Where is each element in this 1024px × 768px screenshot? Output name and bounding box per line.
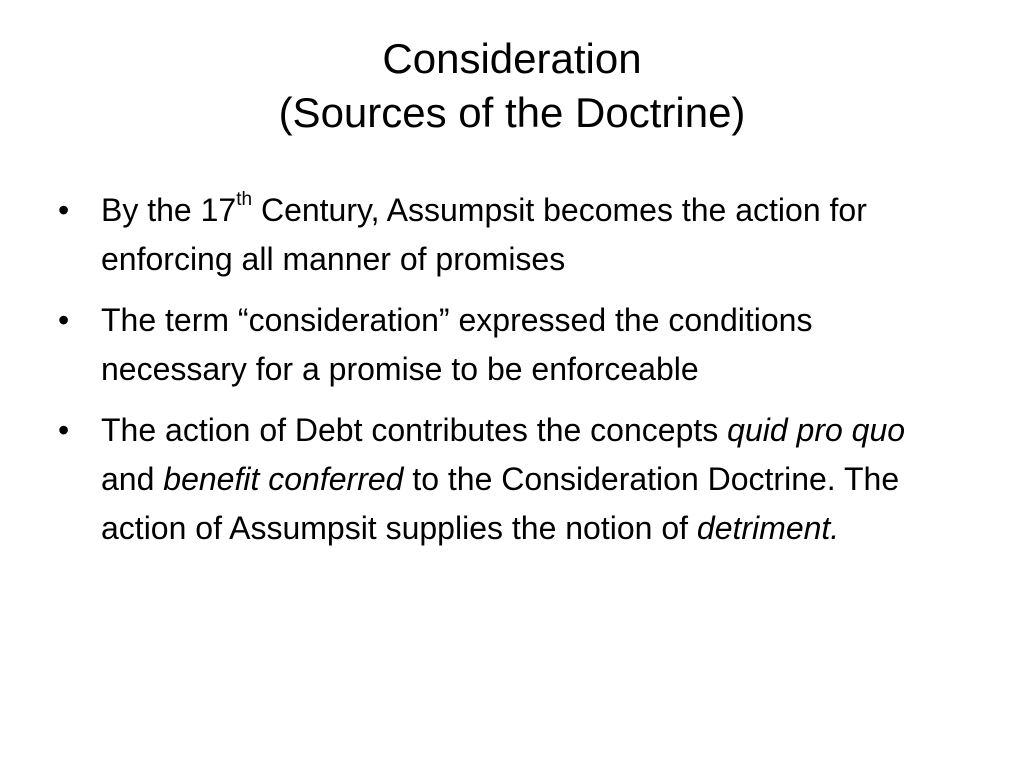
- slide-title: [0, 32, 1024, 140]
- bullet-3-italic-benefit-conferred: benefit conferred: [163, 461, 404, 497]
- bullet-1-text-a: By the 17: [101, 192, 237, 228]
- bullet-2-text: The term “consideration” expressed the conditions necessary for a promise to be enforceable: [101, 302, 813, 387]
- bullet-item-1: [58, 186, 958, 284]
- bullet-item-2: [58, 296, 958, 394]
- bullet-item-3: [58, 406, 958, 553]
- bullet-list: [58, 186, 958, 565]
- bullet-3-italic-quid-pro-quo: quid pro quo: [727, 412, 906, 448]
- title-line-1: Consideration: [382, 35, 642, 82]
- bullet-1-superscript: th: [236, 189, 253, 211]
- bullet-3-text-c: to the Consideration Doctrine. The action of Assumpsit supplies the notion of: [101, 461, 900, 546]
- bullet-3-text-b: and: [101, 461, 164, 497]
- bullet-3-text-a: The action of Debt contributes the concepts: [101, 412, 728, 448]
- bullet-3-italic-detriment: detriment.: [696, 510, 840, 546]
- title-line-2: (Sources of the Doctrine): [278, 89, 746, 136]
- bullet-1-text-b: Century, Assumpsit becomes the action for enforcing all manner of promises: [101, 192, 867, 277]
- bullet-marker: •: [58, 302, 70, 338]
- bullet-marker: •: [58, 412, 70, 448]
- bullet-marker: •: [58, 192, 70, 228]
